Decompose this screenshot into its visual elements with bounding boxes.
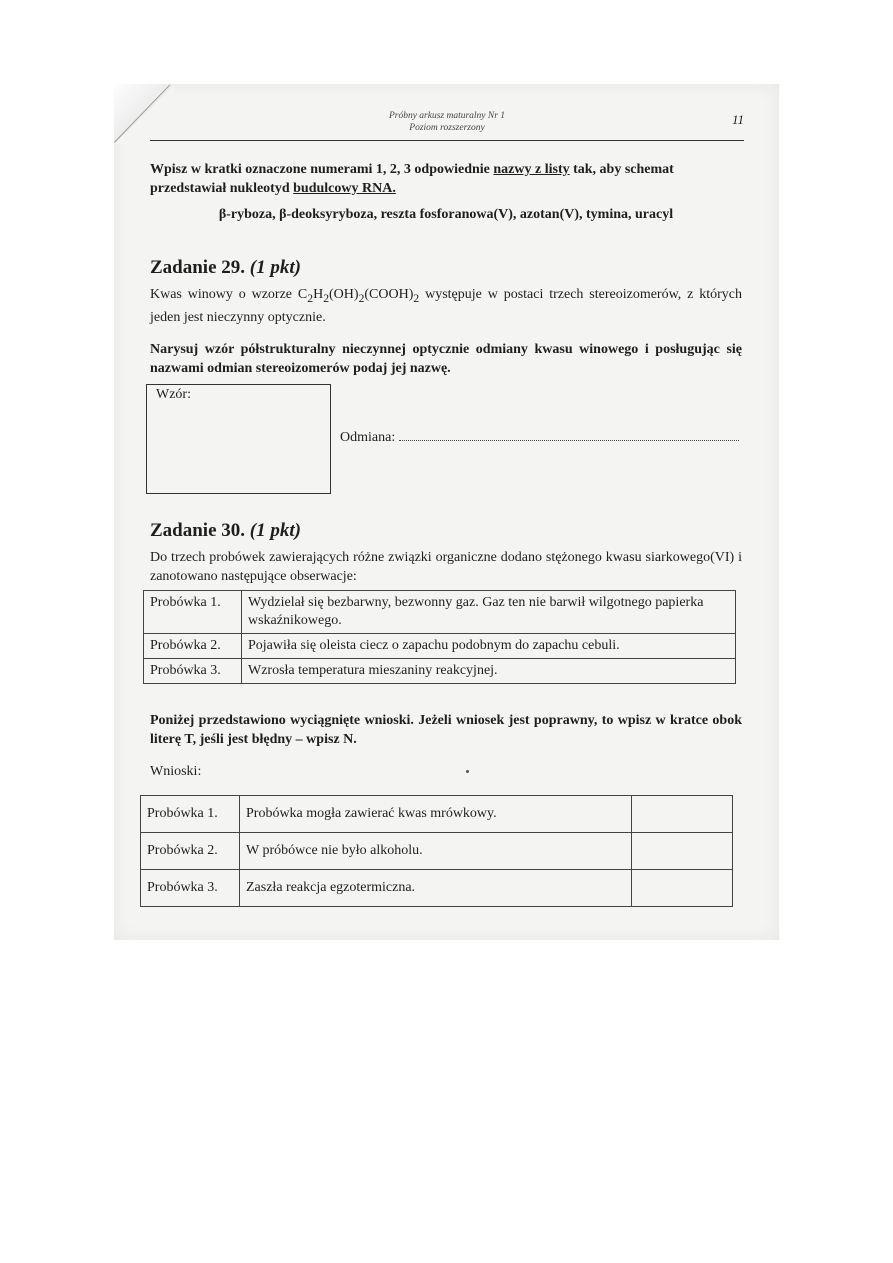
t29-a: Kwas winowy o wzorze C (150, 287, 308, 302)
tube-cell: Probówka 3. (144, 659, 242, 684)
task30-instruction: Poniżej przedstawiono wyciągnięte wnioski. Jeżeli wniosek jest poprawny, to wpisz w kratce obok literę T, jeśli jest błędny – wpisz N. (150, 713, 742, 747)
observation-cell: Wzrosła temperatura mieszaniny reakcyjnej. (242, 659, 736, 684)
conclusion-cell: W próbówce nie było alkoholu. (240, 833, 632, 870)
variant-label: Odmiana: (340, 430, 396, 445)
tube-cell: Probówka 2. (144, 634, 242, 659)
table-row (141, 870, 733, 907)
t29-e: występuje w postaci trzech stereoizomerów, z których jeden jest nieczynny optycznie. (150, 287, 743, 325)
task29-instruction: Narysuj wzór półstrukturalny nieczynnej optycznie odmiany kwasu winowego i posługując się nazwami odmian stereoizomerów podaj jej nazwę. (150, 342, 742, 376)
task30-title: Zadanie 30. (150, 520, 246, 541)
scan-speck (466, 770, 469, 773)
answer-box-1[interactable] (632, 796, 733, 833)
intro-text-b: tak, aby schemat przedstawiał nukleotyd (150, 162, 674, 196)
page-number: 11 (731, 112, 744, 127)
t29-c: (OH) (329, 287, 359, 302)
task30-points: (1 pkt) (249, 520, 301, 541)
tube-cell: Probówka 3. (141, 870, 240, 907)
formula-box-label: Wzór: (156, 387, 191, 402)
tube-cell: Probówka 1. (144, 591, 242, 634)
answer-box-3[interactable] (632, 870, 733, 907)
task30-heading (150, 520, 301, 542)
t29-sub3: 2 (358, 291, 365, 305)
task30-text: Do trzech probówek zawierających różne związki organiczne dodano stężonego kwasu siarkowego(VI) i zanotowano następujące obserwacje: (150, 550, 742, 584)
page-header (150, 108, 744, 141)
header-line-2: Poziom rozszerzony (409, 123, 485, 133)
table-row (144, 591, 736, 634)
t29-b: H (313, 287, 324, 302)
tube-cell: Probówka 1. (141, 796, 240, 833)
intro-underlined-2: budulcowy RNA. (293, 181, 396, 196)
task29-title: Zadanie 29. (150, 257, 246, 278)
task29-heading (150, 257, 301, 279)
conclusion-cell: Zaszła reakcja egzotermiczna. (240, 870, 632, 907)
variant-dotted-line[interactable] (399, 428, 739, 441)
task29-points: (1 pkt) (249, 257, 301, 278)
formula-answer-box[interactable] (146, 384, 331, 494)
observation-cell: Wydzielał się bezbarwny, bezwonny gaz. Gaz ten nie barwił wilgotnego papierka wskaźnikowego. (242, 591, 736, 634)
observation-cell: Pojawiła się oleista ciecz o zapachu podobnym do zapachu cebuli. (242, 634, 736, 659)
intro-underlined-1: nazwy z listy (493, 162, 570, 177)
t29-sub4: 2 (413, 291, 420, 305)
t29-d: (COOH) (364, 287, 414, 302)
table-row (141, 796, 733, 833)
table-row (144, 634, 736, 659)
variant-answer-line[interactable] (340, 428, 739, 446)
table-row (144, 659, 736, 684)
header-title (150, 110, 744, 134)
task29-text (150, 285, 742, 327)
answer-box-2[interactable] (632, 833, 733, 870)
table-row (141, 833, 733, 870)
t29-sub2: 2 (323, 291, 330, 305)
observations-table (143, 590, 736, 684)
conclusions-label: Wnioski: (150, 764, 202, 779)
tube-cell: Probówka 2. (141, 833, 240, 870)
header-line-1: Próbny arkusz maturalny Nr 1 (388, 111, 506, 121)
conclusion-cell: Probówka mogła zawierać kwas mrówkowy. (240, 796, 632, 833)
t29-sub1: 2 (307, 291, 314, 305)
option-list: β-ryboza, β-deoksyryboza, reszta fosforanowa(V), azotan(V), tymina, uracyl (218, 207, 674, 222)
conclusions-table (140, 795, 733, 907)
intro-instruction (150, 160, 742, 198)
intro-text-a: Wpisz w kratki oznaczone numerami 1, 2, 3 odpowiednie (150, 162, 494, 177)
